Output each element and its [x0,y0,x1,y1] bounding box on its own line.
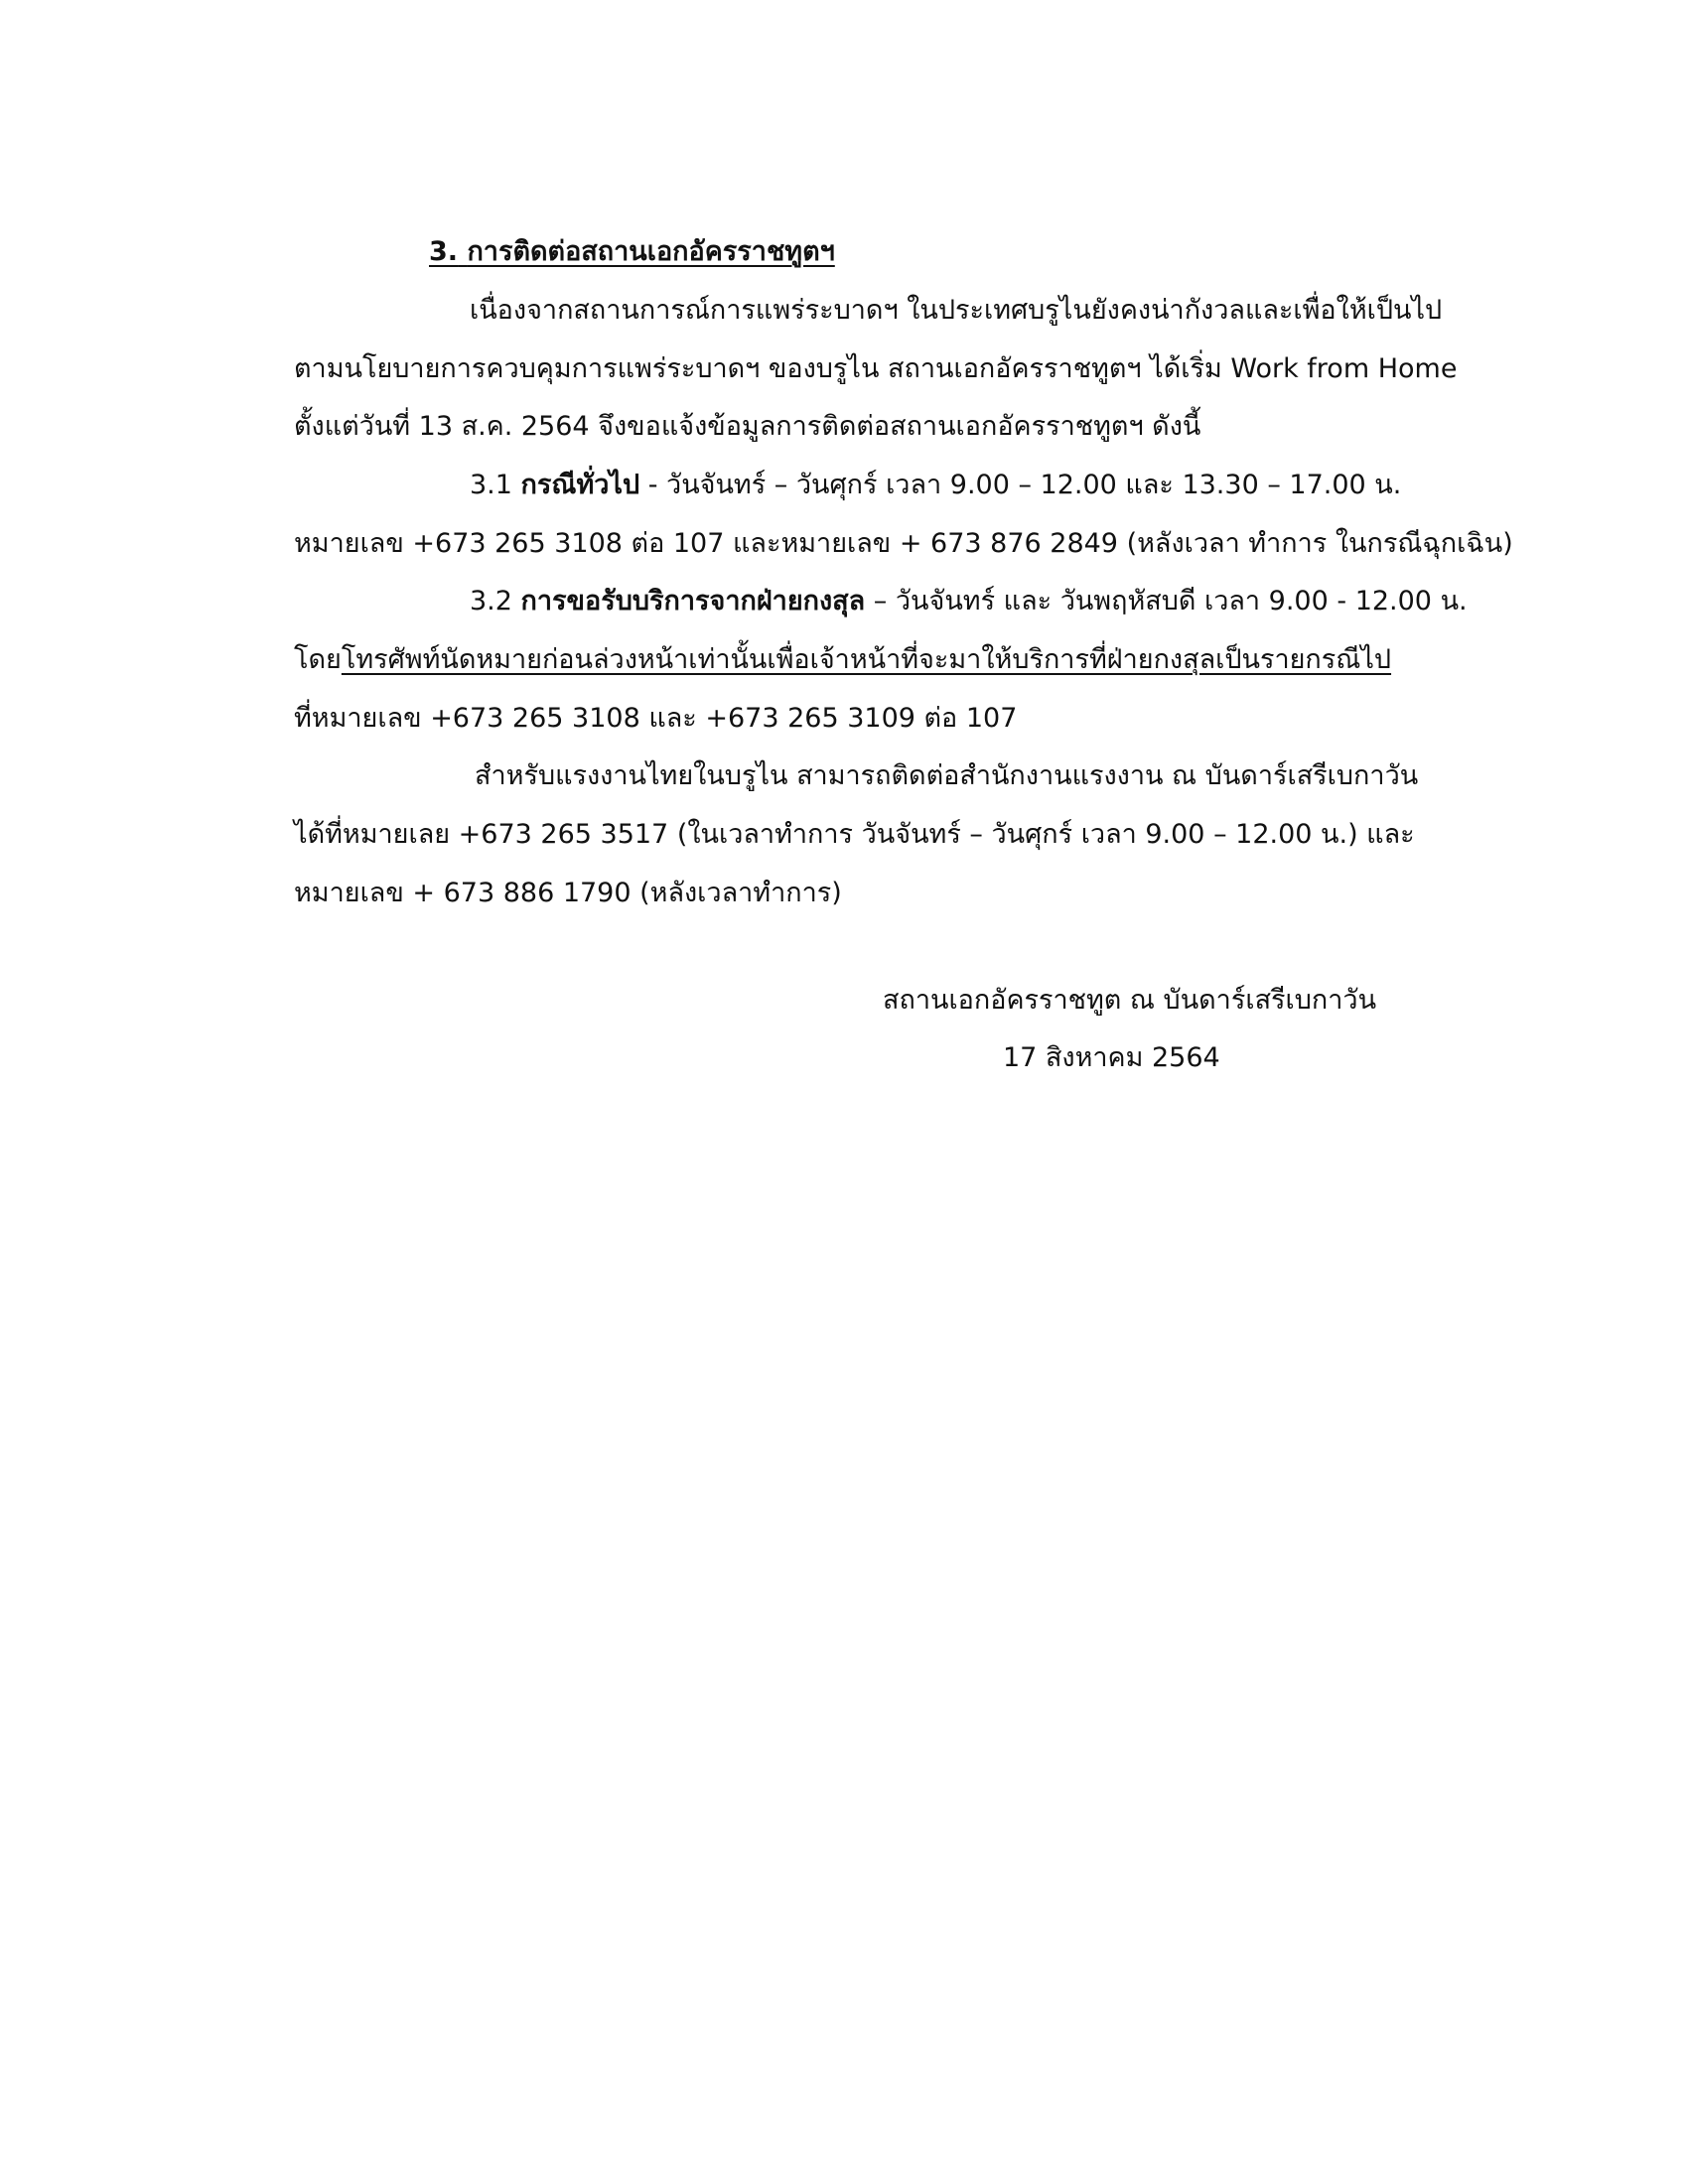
item-3-1-line-1 [470,468,1401,503]
section-title: การติดต่อสถานเอกอัครราชทูตฯ [467,236,835,267]
item-3-1-hours: - วันจันทร์ – วันศุกร์ เวลา 9.00 – 12.00 และ 13.30 – 17.00 น. [639,470,1402,500]
section-number: 3. [429,236,459,267]
item-3-2-appointment-note: โทรศัพท์นัดหมายก่อนล่วงหน้าเท่านั้นเพื่อเจ้าหน้าที่จะมาให้บริการที่ฝ่ายกงสุลเป็นรายกรณีไป [341,644,1392,675]
item-3-2-line-1 [470,584,1468,619]
item-3-1-line-2: หมายเลข +673 265 3108 ต่อ 107 และหมายเลข + 673 876 2849 (หลังเวลา ทำการ ในกรณีฉุกเฉิน) [294,528,1513,559]
intro-line-2: ตามนโยบายการควบคุมการแพร่ระบาดฯ ของบรูไน สถานเอกอัครราชทูตฯ ได้เริ่ม Work from Home [294,353,1458,384]
item-3-1-title: กรณีทั่วไป [520,470,640,500]
item-3-2-number: 3.2 [470,586,512,616]
intro-line-3: ตั้งแต่วันที่ 13 ส.ค. 2564 จึงขอแจ้งข้อมูลการติดต่อสถานเอกอัครราชทูตฯ ดังนี้ [294,411,1201,442]
labour-line-2: ได้ที่หมายเลย +673 265 3517 (ในเวลาทำการ วันจันทร์ – วันศุกร์ เวลา 9.00 – 12.00 น.) และ [294,819,1415,850]
signature-org: สถานเอกอัครราชทูต ณ บันดาร์เสรีเบกาวัน [883,985,1377,1016]
item-3-2-line-2 [294,642,1391,678]
item-3-1-number: 3.1 [470,470,512,500]
section-heading [429,234,835,270]
signature-date: 17 สิงหาคม 2564 [1003,1042,1220,1073]
labour-line-3: หมายเลข + 673 886 1790 (หลังเวลาทำการ) [294,878,842,908]
item-3-2-hours: – วันจันทร์ และ วันพฤหัสบดี เวลา 9.00 - 12.00 น. [865,586,1468,616]
item-3-2-line-3: ที่หมายเลข +673 265 3108 และ +673 265 3109 ต่อ 107 [294,703,1018,734]
item-3-2-title: การขอรับบริการจากฝ่ายกงสุล [520,586,866,616]
item-3-2-prefix: โดย [294,644,342,675]
intro-line-1: เนื่องจากสถานการณ์การแพร่ระบาดฯ ในประเทศบรูไนยังคงน่ากังวลและเพื่อให้เป็นไป [470,295,1443,326]
labour-line-1: สำหรับแรงงานไทยในบรูไน สามารถติดต่อสำนักงานแรงงาน ณ บันดาร์เสรีเบกาวัน [475,760,1419,791]
